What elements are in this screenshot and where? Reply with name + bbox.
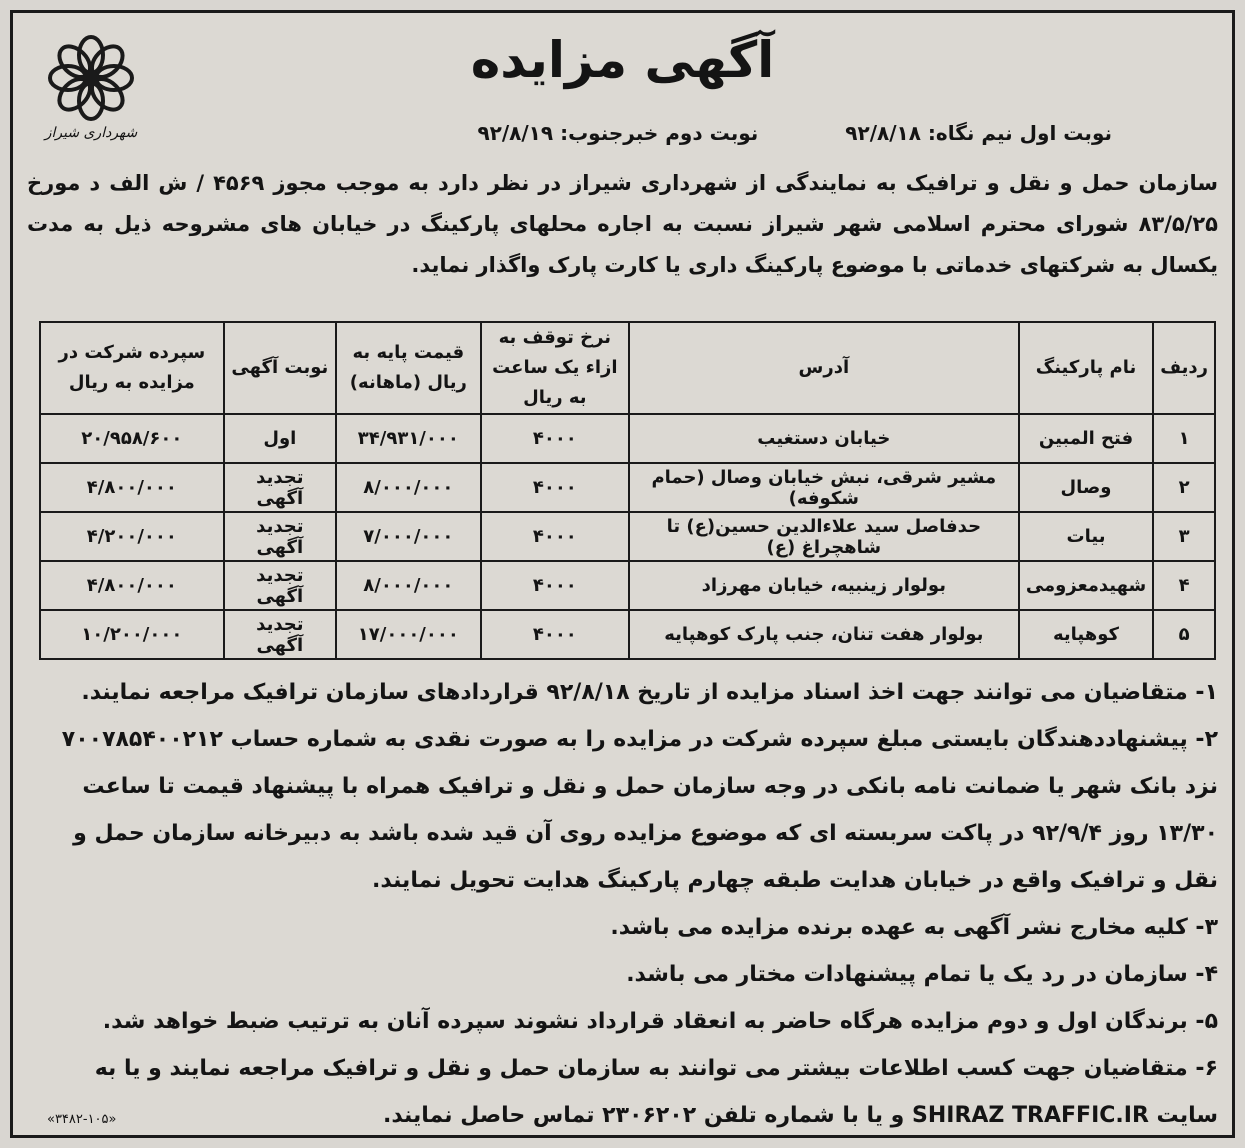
cell-base-price: ۳۴/۹۳۱/۰۰۰ (336, 414, 481, 463)
cell-base-price: ۷/۰۰۰/۰۰۰ (336, 512, 481, 561)
table-row (40, 512, 1215, 561)
shiraz-municipality-logo (31, 33, 151, 158)
cell-rate: ۴۰۰۰ (481, 561, 629, 610)
second-turn: نوبت دوم خبرجنوب: ۹۲/۸/۱۹ (477, 121, 759, 145)
cell-deposit: ۴/۸۰۰/۰۰۰ (40, 561, 224, 610)
cell-name: شهیدمعزومی (1019, 561, 1153, 610)
table-row (40, 610, 1215, 659)
cell-name: فتح المبین (1019, 414, 1153, 463)
cell-base-price: ۸/۰۰۰/۰۰۰ (336, 561, 481, 610)
condition-item: ۵- برندگان اول و دوم مزایده هرگاه حاضر به انعقاد قرارداد نشوند سپرده آنان به ترتیب ضبط خواهد شد. (102, 1009, 1218, 1034)
cell-deposit: ۴/۲۰۰/۰۰۰ (40, 512, 224, 561)
condition-item: ۳- کلیه مخارج نشر آگهی به عهده برنده مزایده می باشد. (610, 915, 1218, 940)
conditions-list (27, 669, 1218, 1139)
notice-title: آگهی مزایده (470, 31, 775, 89)
cell-address: حدفاصل سید علاءالدین حسین(ع) تا شاهچراغ (ع) (629, 512, 1019, 561)
cell-index: ۳ (1153, 512, 1215, 561)
flower-logo-icon (41, 33, 141, 123)
intro-paragraph: سازمان حمل و نقل و ترافیک به نمایندگی از شهرداری شیراز در نظر دارد به موجب مجوز ۴۵۶۹ / ش الف د مورخ ۸۳/۵/۲۵ شورای محترم اسلامی شهر شیراز نسبت به اجاره محلهای پارکینگ در خیابان های مشروحه ذیل به مدت یکسال به شرکتهای خدماتی با موضوع پارکینگ داری یا کارت پارک واگذار نماید. (27, 171, 1218, 277)
cell-base-price: ۱۷/۰۰۰/۰۰۰ (336, 610, 481, 659)
header-name: نام پارکینگ (1019, 322, 1153, 414)
cell-turn: اول (224, 414, 336, 463)
table-header-row (40, 322, 1215, 414)
condition-item: ۶- متقاضیان جهت کسب اطلاعات بیشتر می توانند به سازمان حمل و نقل و ترافیک مراجعه نمایند و یا به سایت SHIRAZ TRAFFIC.IR و یا با شماره تلفن ۲۳۰۶۲۰۲ تماس حاصل نمایند. (94, 1056, 1218, 1128)
cell-base-price: ۸/۰۰۰/۰۰۰ (336, 463, 481, 512)
cell-turn: تجدید آگهی (224, 561, 336, 610)
first-turn: نوبت اول نیم نگاه: ۹۲/۸/۱۸ (845, 121, 1112, 145)
table-row (40, 414, 1215, 463)
cell-index: ۵ (1153, 610, 1215, 659)
header-address: آدرس (629, 322, 1019, 414)
header-base-price: قیمت پایه به ریال (ماهانه) (336, 322, 481, 414)
cell-deposit: ۲۰/۹۵۸/۶۰۰ (40, 414, 224, 463)
cell-turn: تجدید آگهی (224, 512, 336, 561)
header-turn: نوبت آگهی (224, 322, 336, 414)
cell-name: کوهپایه (1019, 610, 1153, 659)
logo-text: شهرداری شیراز (44, 125, 138, 141)
auction-notice (10, 10, 1235, 1138)
cell-rate: ۴۰۰۰ (481, 463, 629, 512)
table-row (40, 463, 1215, 512)
publication-turns (397, 121, 1112, 145)
table-row (40, 561, 1215, 610)
cell-index: ۲ (1153, 463, 1215, 512)
header-deposit: سپرده شرکت در مزایده به ریال (40, 322, 224, 414)
condition-item: ۱- متقاضیان می توانند جهت اخذ اسناد مزایده از تاریخ ۹۲/۸/۱۸ قراردادهای سازمان ترافیک مراجعه نمایند. (81, 680, 1218, 705)
cell-turn: تجدید آگهی (224, 463, 336, 512)
header-index: ردیف (1153, 322, 1215, 414)
cell-deposit: ۴/۸۰۰/۰۰۰ (40, 463, 224, 512)
condition-item: ۴- سازمان در رد یک یا تمام پیشنهادات مختار می باشد. (626, 962, 1218, 987)
cell-name: بیات (1019, 512, 1153, 561)
cell-address: بولوار هفت تنان، جنب پارک کوهپایه (629, 610, 1019, 659)
cell-index: ۱ (1153, 414, 1215, 463)
cell-turn: تجدید آگهی (224, 610, 336, 659)
cell-deposit: ۱۰/۲۰۰/۰۰۰ (40, 610, 224, 659)
cell-index: ۴ (1153, 561, 1215, 610)
condition-item: ۲- پیشنهاددهندگان بایستی مبلغ سپرده شرکت در مزایده را به صورت نقدی به شماره حساب ۷۰۰۷۸۵۴۰۰۲۱۲ نزد بانک شهر یا ضمانت نامه بانکی در وجه سازمان حمل و نقل و ترافیک همراه با پیشنهاد قیمت تا ساعت ۱۳/۳۰ روز ۹۲/۹/۴ در پاکت سربسته ای که موضوع مزایده روی آن قید شده باشد به دبیرخانه سازمان حمل و نقل و ترافیک واقع در خیابان هدایت طبقه چهارم پارکینگ هدایت تحویل نمایند. (61, 727, 1218, 893)
cell-address: مشیر شرقی، نبش خیابان وصال (حمام شکوفه) (629, 463, 1019, 512)
parking-table (39, 321, 1216, 660)
cell-rate: ۴۰۰۰ (481, 414, 629, 463)
cell-address: بولوار زینبیه، خیابان مهرزاد (629, 561, 1019, 610)
cell-rate: ۴۰۰۰ (481, 610, 629, 659)
header-rate: نرخ توقف به ازاء یک ساعت به ریال (481, 322, 629, 414)
ad-code: «۳۴۸۲-۱۰۵» (47, 1112, 117, 1127)
cell-address: خیابان دستغیب (629, 414, 1019, 463)
cell-rate: ۴۰۰۰ (481, 512, 629, 561)
cell-name: وصال (1019, 463, 1153, 512)
